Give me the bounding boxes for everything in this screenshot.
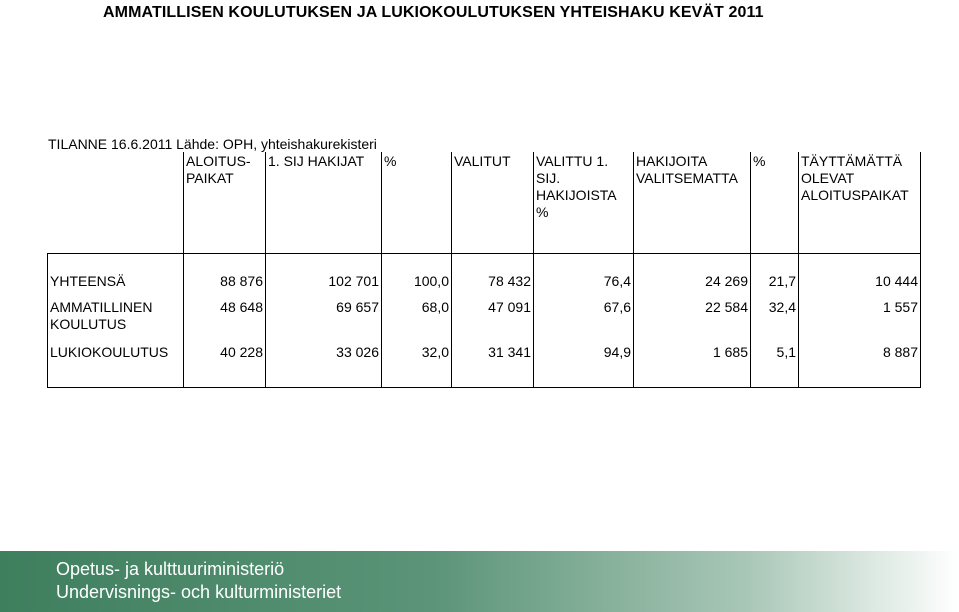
header-cell-valitsematta: HAKIJOITA VALITSEMATTA — [634, 152, 751, 254]
table-cell: 33 026 — [266, 335, 382, 388]
table-row — [48, 254, 921, 293]
row-label: LUKIOKOULUTUS — [48, 335, 184, 388]
table-cell: 68,0 — [382, 292, 452, 335]
table-cell: 88 876 — [184, 254, 266, 293]
table-cell: 102 701 — [266, 254, 382, 293]
table-cell: 78 432 — [452, 254, 534, 293]
table-cell: 94,9 — [534, 335, 634, 388]
row-label: YHTEENSÄ — [48, 254, 184, 293]
header-cell-valitsematta-percent: % — [751, 152, 799, 254]
status-line: TILANNE 16.6.2011 Lähde: OPH, yhteishakurekisteri — [48, 136, 377, 152]
table-row — [48, 335, 921, 388]
header-cell-valitut: VALITUT — [452, 152, 534, 254]
ministry-footer-banner — [0, 551, 959, 612]
table-cell: 21,7 — [751, 254, 799, 293]
header-cell-hakijat: 1. SIJ HAKIJAT — [266, 152, 382, 254]
table-cell: 40 228 — [184, 335, 266, 388]
ministry-name-swedish: Undervisnings- och kulturministeriet — [56, 582, 342, 602]
table-cell: 67,6 — [534, 292, 634, 335]
table-cell: 47 091 — [452, 292, 534, 335]
header-cell-corner — [48, 152, 184, 254]
table-cell: 1 685 — [634, 335, 751, 388]
row-label: AMMATILLINEN KOULUTUS — [48, 292, 184, 335]
header-cell-valittu-percent: VALITTU 1. SIJ. HAKIJOISTA % — [534, 152, 634, 254]
header-cell-hakijat-percent: % — [382, 152, 452, 254]
header-cell-aloituspaikat: ALOITUS-PAIKAT — [184, 152, 266, 254]
table-cell: 48 648 — [184, 292, 266, 335]
header-cell-tayttamatta: TÄYTTÄMÄTTÄ OLEVAT ALOITUSPAIKAT — [799, 152, 921, 254]
table-cell: 32,0 — [382, 335, 452, 388]
table-cell: 31 341 — [452, 335, 534, 388]
table-cell: 69 657 — [266, 292, 382, 335]
ministry-name-finnish: Opetus- ja kulttuuriministeriö — [56, 559, 285, 579]
table-cell: 5,1 — [751, 335, 799, 388]
page-title: AMMATILLISEN KOULUTUKSEN JA LUKIOKOULUTUKSEN YHTEISHAKU KEVÄT 2011 — [103, 4, 764, 21]
table-cell: 76,4 — [534, 254, 634, 293]
table-header-row — [48, 152, 921, 254]
table-row — [48, 292, 921, 335]
table-cell: 8 887 — [799, 335, 921, 388]
table-cell: 10 444 — [799, 254, 921, 293]
statistics-table — [47, 152, 921, 388]
table-cell: 24 269 — [634, 254, 751, 293]
table-cell: 100,0 — [382, 254, 452, 293]
table-cell: 32,4 — [751, 292, 799, 335]
table-cell: 1 557 — [799, 292, 921, 335]
table-cell: 22 584 — [634, 292, 751, 335]
